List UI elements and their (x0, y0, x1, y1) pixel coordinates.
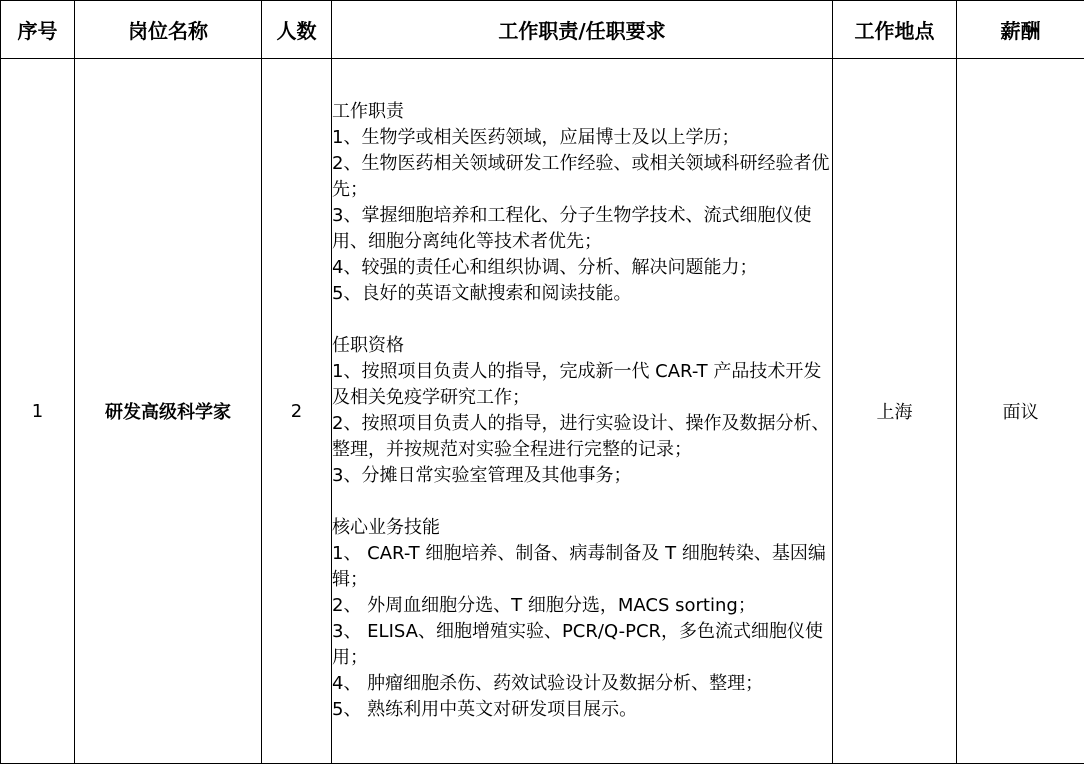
header-salary: 薪酬 (957, 1, 1084, 59)
section-duties (332, 99, 832, 307)
header-count: 人数 (262, 1, 332, 59)
cell-salary: 面议 (957, 59, 1084, 764)
cell-location: 上海 (833, 59, 957, 764)
table-row (1, 59, 1084, 764)
list-item: 1、 CAR-T 细胞培养、制备、病毒制备及 T 细胞转染、基因编辑； (332, 543, 826, 590)
cell-duties (332, 59, 833, 764)
cell-count: 2 (262, 59, 332, 764)
cell-index: 1 (1, 59, 75, 764)
list-item: 2、 外周血细胞分选、T 细胞分选，MACS sorting； (332, 595, 756, 616)
list-item: 1、按照项目负责人的指导，完成新一代 CAR-T 产品技术开发及相关免疫学研究工作； (332, 361, 822, 408)
section-qualifications (332, 333, 832, 489)
cell-position: 研发高级科学家 (75, 59, 262, 764)
list-item: 3、 ELISA、细胞增殖实验、PCR/Q-PCR，多色流式细胞仪使用； (332, 621, 824, 668)
header-location: 工作地点 (833, 1, 957, 59)
list-item: 5、 熟练利用中英文对研发项目展示。 (332, 699, 638, 720)
list-item: 4、较强的责任心和组织协调、分析、解决问题能力； (332, 257, 758, 278)
list-item: 3、掌握细胞培养和工程化、分子生物学技术、流式细胞仪使用、细胞分离纯化等技术者优先； (332, 205, 812, 252)
list-item: 1、生物学或相关医药领域，应届博士及以上学历； (332, 127, 740, 148)
header-row (1, 1, 1084, 59)
section-core-skills (332, 515, 832, 723)
section-title: 任职资格 (332, 335, 404, 356)
header-duties: 工作职责/任职要求 (332, 1, 833, 59)
list-item: 2、生物医药相关领域研发工作经验、或相关领域科研经验者优先； (332, 153, 830, 200)
header-index: 序号 (1, 1, 75, 59)
header-position: 岗位名称 (75, 1, 262, 59)
section-title: 核心业务技能 (332, 517, 440, 538)
list-item: 4、 肿瘤细胞杀伤、药效试验设计及数据分析、整理； (332, 673, 764, 694)
section-title: 工作职责 (332, 101, 404, 122)
list-item: 3、分摊日常实验室管理及其他事务； (332, 465, 632, 486)
list-item: 2、按照项目负责人的指导，进行实验设计、操作及数据分析、整理，并按规范对实验全程进行完整的记录； (332, 413, 830, 460)
list-item: 5、良好的英语文献搜索和阅读技能。 (332, 283, 632, 304)
